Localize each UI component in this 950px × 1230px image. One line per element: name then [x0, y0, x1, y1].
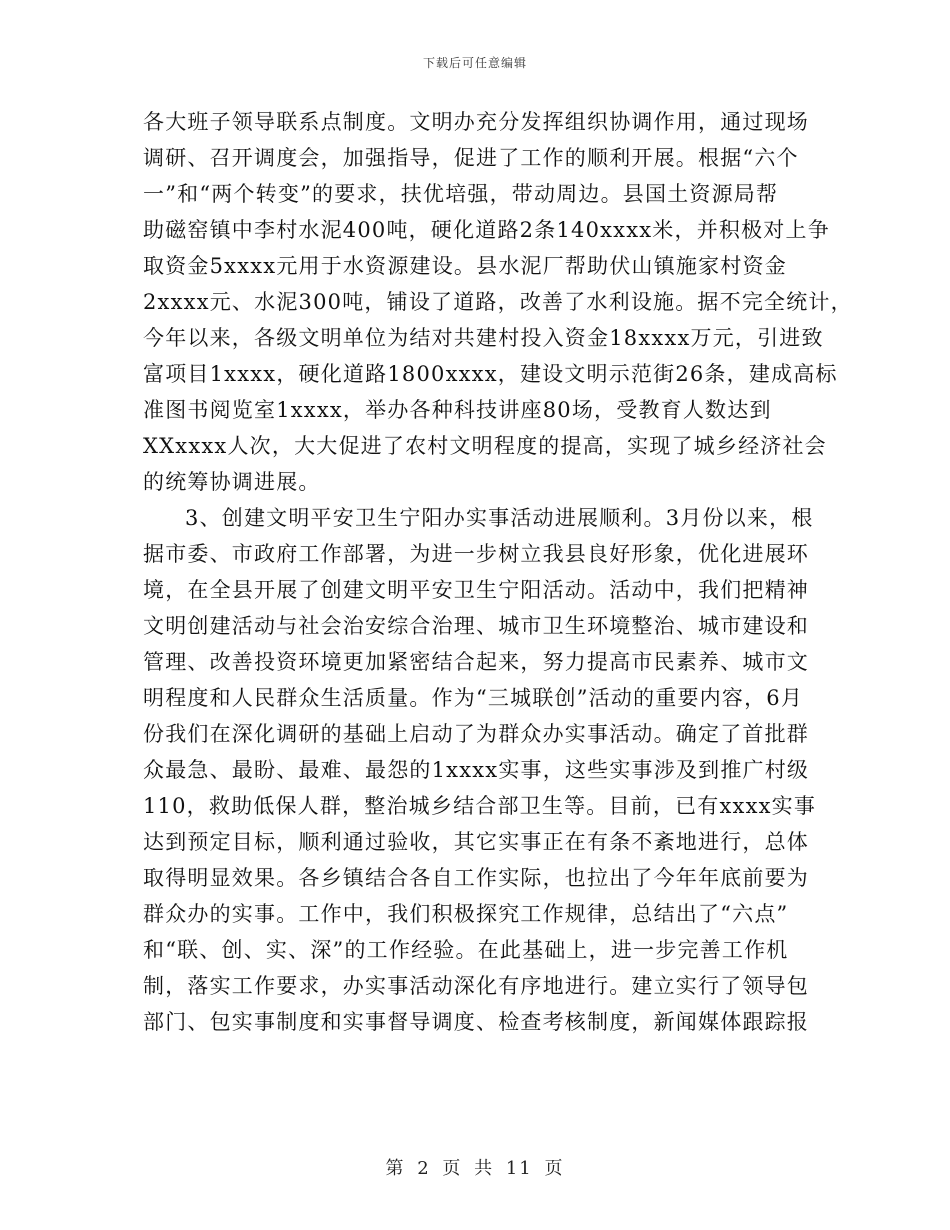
text-line: 境，在全县开展了创建文明平安卫生宁阳活动。活动中，我们把精神 [143, 578, 809, 602]
text-line: 管理、改善投资环境更加紧密结合起来，努力提高市民素养、城市文 [143, 650, 809, 674]
text-line: 制，落实工作要求，办实事活动深化有序地进行。建立实行了领导包 [143, 974, 809, 998]
text-line: 文明创建活动与社会治安综合治理、城市卫生环境整治、城市建设和 [143, 614, 809, 638]
text-line: 的统筹协调进展。 [143, 470, 321, 494]
document-body [143, 104, 853, 1040]
text-line: 众最急、最盼、最难、最怨的1xxxx实事，这些实事涉及到推广村级 [143, 758, 810, 782]
text-line: 部门、包实事制度和实事督导调度、检查考核制度，新闻媒体跟踪报 [143, 1010, 809, 1034]
page-header: 下载后可任意编辑 [422, 56, 527, 70]
text-line: 调研、召开调度会，加强指导，促进了工作的顺利开展。根据“六个 [143, 146, 799, 170]
text-line: 各大班子领导联系点制度。文明办充分发挥组织协调作用，通过现场 [143, 110, 809, 134]
text-line: XXxxxx人次，大大促进了农村文明程度的提高，实现了城乡经济社会 [143, 434, 827, 458]
text-line: 群众办的实事。工作中，我们积极探究工作规律，总结出了“六点” [143, 902, 789, 926]
text-line: 富项目1xxxx，硬化道路1800xxxx，建设文明示范街26条，建成高标 [143, 362, 838, 386]
text-line: 据市委、市政府工作部署，为进一步树立我县良好形象，优化进展环 [143, 542, 809, 566]
text-line: 今年以来，各级文明单位为结对共建村投入资金18xxxx万元，引进致 [143, 326, 824, 350]
text-line: 110，救助低保人群，整治城乡结合部卫生等。目前，已有xxxx实事 [143, 794, 817, 818]
text-line: 准图书阅览室1xxxx，举办各种科技讲座80场，受教育人数达到 [143, 398, 772, 422]
paragraph-start-line: 3、创建文明平安卫生宁阳办实事活动进展顺利。3月份以来，根 [185, 506, 814, 530]
text-line: 达到预定目标，顺利通过验收，其它实事正在有条不紊地进行，总体 [143, 830, 809, 854]
text-line: 取得明显效果。各乡镇结合各自工作实际，也拉出了今年年底前要为 [143, 866, 809, 890]
text-line: 和“联、创、实、深”的工作经验。在此基础上，进一步完善工作机 [143, 938, 789, 962]
text-line: 助磁窑镇中李村水泥400吨，硬化道路2条140xxxx米，并积极对上争 [143, 218, 830, 242]
text-line: 份我们在深化调研的基础上启动了为群众办实事活动。确定了首批群 [143, 722, 809, 746]
text-line: 2xxxx元、水泥300吨，铺设了道路，改善了水利设施。据不完全统计， [143, 290, 853, 314]
page-number-footer: 第 2 页 共 11 页 [385, 1158, 565, 1179]
text-line: 明程度和人民群众生活质量。作为“三城联创”活动的重要内容，6月 [143, 686, 804, 710]
text-line: 一”和“两个转变”的要求，扶优培强，带动周边。县国土资源局帮 [143, 182, 779, 206]
text-line: 取资金5xxxx元用于水资源建设。县水泥厂帮助伏山镇施家村资金 [143, 254, 787, 278]
